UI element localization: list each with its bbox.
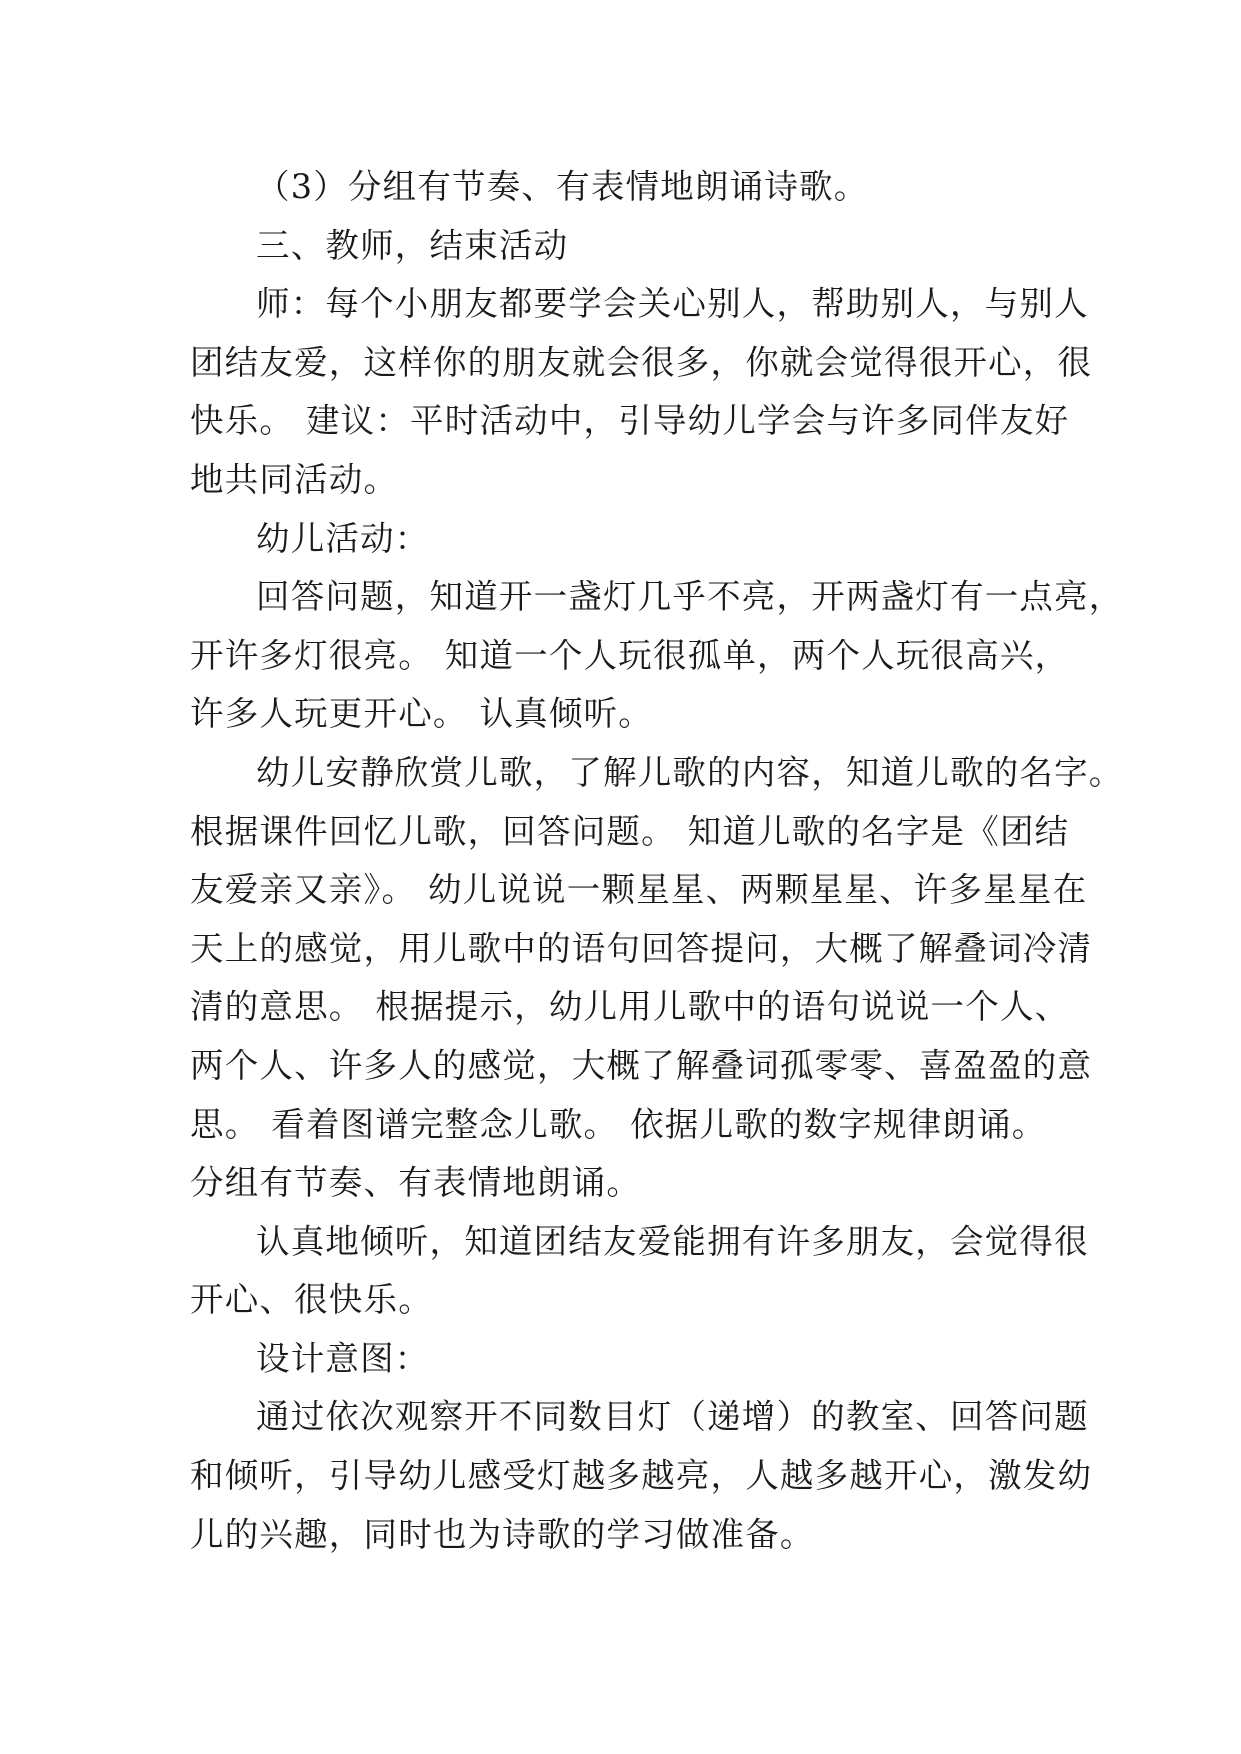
- text-line: 回答问题，知道开一盏灯几乎不亮，开两盏灯有一点亮，: [256, 577, 1124, 617]
- text-line: 和倾听，引导幼儿感受灯越多越亮，人越多越开心，激发幼: [190, 1456, 1093, 1496]
- document-page: [190, 158, 1124, 1564]
- text-line: 开心、很快乐。: [190, 1280, 433, 1320]
- text-line: 根据课件回忆儿歌，回答问题。 知道儿歌的名字是《团结: [190, 811, 1070, 851]
- paragraph-design-intent: [190, 1388, 1093, 1564]
- text-line: 许多人玩更开心。 认真倾听。: [190, 694, 653, 734]
- text-line: 三、教师，结束活动: [256, 225, 569, 265]
- text-line: 幼儿安静欣赏儿歌，了解儿歌的内容，知道儿歌的名字。: [256, 752, 1124, 792]
- paragraph-answer-questions: [190, 568, 1124, 744]
- text-line: 地共同活动。: [190, 459, 399, 499]
- paragraph-group-recitation: [190, 158, 1050, 217]
- heading-design-intent: [190, 1330, 1050, 1389]
- text-line: 快乐。 建议：平时活动中，引导幼儿学会与许多同伴友好: [190, 401, 1070, 441]
- text-line: 幼儿活动：: [256, 518, 430, 558]
- text-line: 认真地倾听，知道团结友爱能拥有许多朋友，会觉得很: [256, 1221, 1089, 1261]
- text-line: 设计意图：: [256, 1338, 430, 1378]
- text-line: 团结友爱，这样你的朋友就会很多，你就会觉得很开心，很: [190, 342, 1093, 382]
- text-line: 开许多灯很亮。 知道一个人玩很孤单，两个人玩很高兴，: [190, 635, 1070, 675]
- text-line: 通过依次观察开不同数目灯（递增）的教室、回答问题: [256, 1397, 1089, 1437]
- text-line: 儿的兴趣，同时也为诗歌的学习做准备。: [190, 1514, 815, 1554]
- paragraph-appreciate-song: [190, 744, 1124, 1213]
- text-line: 思。 看着图谱完整念儿歌。 依据儿歌的数字规律朗诵。: [190, 1104, 1047, 1144]
- text-line: 清的意思。 根据提示，幼儿用儿歌中的语句说说一个人、: [190, 987, 1070, 1027]
- text-line: 分组有节奏、有表情地朗诵。: [190, 1163, 642, 1203]
- text-line: 师：每个小朋友都要学会关心别人，帮助别人，与别人: [256, 284, 1089, 324]
- paragraph-listen-carefully: [190, 1213, 1089, 1330]
- text-line: 友爱亲又亲》。 幼儿说说一颗星星、两颗星星、许多星星在: [190, 870, 1088, 910]
- text-line: 两个人、许多人的感觉，大概了解叠词孤零零、喜盈盈的意: [190, 1045, 1093, 1085]
- text-line: （3）分组有节奏、有表情地朗诵诗歌。: [256, 167, 869, 206]
- heading-child-activity: [190, 510, 1050, 569]
- paragraph-teacher-summary: [190, 275, 1093, 509]
- section-heading-end-activity: [190, 217, 1050, 276]
- text-line: 天上的感觉，用儿歌中的语句回答提问，大概了解叠词冷清: [190, 928, 1093, 968]
